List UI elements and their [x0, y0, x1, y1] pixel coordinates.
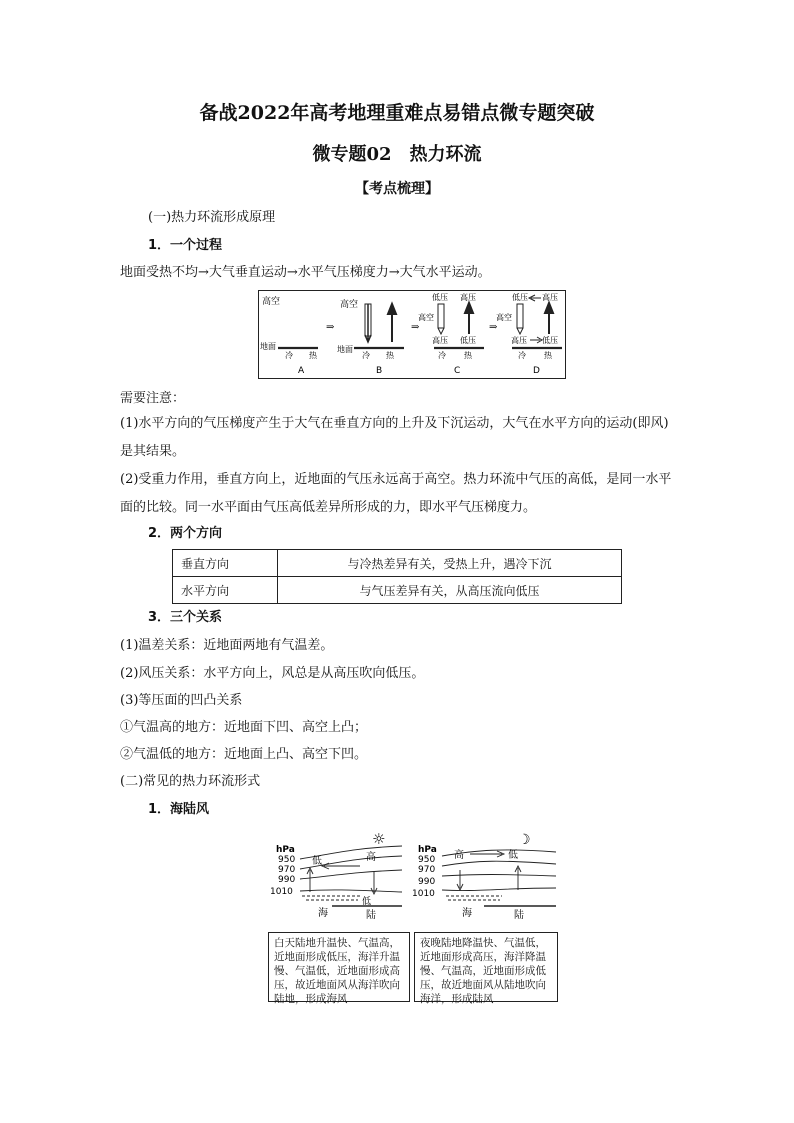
day-unit: hPa [276, 845, 295, 855]
arrow-cd: ⇒ [489, 322, 498, 333]
table-value: 与气压差异有关，从高压流向低压 [278, 577, 622, 604]
panel-d-gaoya-top: 高压 [542, 293, 558, 302]
panel-c-gaoya-top: 高压 [460, 293, 476, 302]
table-key: 水平方向 [173, 577, 278, 604]
item3-heading: 3．三个关系 [148, 610, 223, 625]
panel-a-re: 热 [309, 351, 317, 360]
day-high: 高 [366, 852, 376, 863]
panel-b-dimian: 地面 [337, 345, 353, 354]
note-1: (1)水平方向的气压梯度产生于大气在垂直方向的上升及下沉运动，大气在水平方向的运动(即风)是其结果。 [120, 416, 669, 459]
day-level-970: 970 [278, 865, 296, 875]
panel-d-diya-bottom: 低压 [542, 336, 558, 345]
panel-c-gaoya-bottom: 高压 [432, 336, 448, 345]
part2-heading: (二)常见的热力环流形式 [120, 774, 261, 789]
thermal-process-diagram [258, 290, 566, 379]
relation-3: (3)等压面的凹凸关系 [120, 693, 243, 708]
night-level-1010: 1010 [412, 889, 435, 899]
part1-heading: (一)热力环流形成原理 [148, 210, 276, 225]
panel-c-dimian: 高空 [418, 313, 434, 322]
table-row [173, 577, 622, 604]
panel-a-leng: 冷 [285, 351, 293, 360]
night-land: 陆 [514, 910, 524, 921]
section-heading: 【考点梳理】 [355, 181, 439, 197]
panel-c-letter: C [454, 366, 461, 376]
page-title: 备战2022年高考地理重难点易错点微专题突破 [199, 102, 595, 124]
night-sea: 海 [462, 908, 472, 919]
panel-a-letter: A [298, 366, 305, 376]
day-level-1010: 1010 [270, 887, 293, 897]
day-low: 低 [312, 856, 322, 867]
night-low: 低 [508, 850, 518, 861]
notes-heading: 需要注意： [120, 391, 186, 406]
item2-heading: 2．两个方向 [148, 526, 223, 541]
night-level-950: 950 [418, 855, 436, 865]
moon-icon: ☽ [518, 832, 531, 848]
day-level-990: 990 [278, 875, 296, 885]
panel-d-re: 热 [544, 351, 552, 360]
table-key: 垂直方向 [173, 550, 278, 577]
arrow-bc: ⇒ [411, 322, 420, 333]
arrow-ab: ⇒ [326, 322, 335, 333]
relation-3a: ①气温高的地方：近地面下凹、高空上凸； [120, 720, 368, 735]
panel-b-re: 热 [386, 351, 394, 360]
panel-d-gaokong: 高空 [496, 313, 512, 322]
panel-d-leng: 冷 [518, 351, 526, 360]
panel-a-dimian: 地面 [260, 342, 276, 351]
panel-d-gaoya-bottom: 高压 [511, 336, 527, 345]
panel-c-diya-top: 低压 [432, 293, 448, 302]
night-level-990: 990 [418, 877, 436, 887]
caption-day: 白天陆地升温快、气温高，近地面形成低压，海洋升温慢、气温低，近地面形成高压，故近地面风从海洋吹向陆地，形成海风 [268, 932, 410, 1002]
day-land: 陆 [366, 910, 376, 921]
panel-b-leng: 冷 [362, 351, 370, 360]
panel-c-diya-bottom: 低压 [460, 336, 476, 345]
panel-a-gaokong: 高空 [262, 297, 281, 307]
table-row [173, 550, 622, 577]
caption-night: 夜晚陆地降温快、气温低，近地面形成高压，海洋降温慢、气温高，近地面形成低压，故近地面风从陆地吹向海洋，形成陆风 [414, 932, 558, 1002]
sea-land-breeze-figure [262, 826, 564, 934]
relation-3b: ②气温低的地方：近地面上凸、高空下凹。 [120, 747, 368, 762]
night-unit: hPa [418, 845, 437, 855]
day-sea-low: 低 [362, 897, 372, 907]
sea-land-heading: 1．海陆风 [148, 802, 210, 817]
panel-d-letter: D [533, 366, 540, 376]
panel-b-letter: B [376, 366, 383, 376]
night-high: 高 [454, 850, 464, 861]
relation-2: (2)风压关系：水平方向上，风总是从高压吹向低压。 [120, 666, 425, 681]
table-value: 与冷热差异有关，受热上升，遇冷下沉 [278, 550, 622, 577]
page-subtitle: 微专题02 热力环流 [312, 144, 482, 165]
item1-text: 地面受热不均→大气垂直运动→水平气压梯度力→大气水平运动。 [120, 265, 491, 280]
panel-b-gaokong: 高空 [340, 300, 359, 310]
day-level-950: 950 [278, 855, 296, 865]
panel-c-re: 热 [464, 351, 472, 360]
night-level-970: 970 [418, 865, 436, 875]
relation-1: (1)温差关系：近地面两地有气温差。 [120, 638, 334, 653]
item1-heading: 1．一个过程 [148, 238, 223, 253]
day-sea: 海 [318, 908, 328, 919]
sun-icon: ☼ [372, 830, 386, 848]
note-2: (2)受重力作用，垂直方向上，近地面的气压永远高于高空。热力环流中气压的高低，是同一水平面的比较。同一水平面由气压高低差异所形成的力，即水平气压梯度力。 [120, 472, 672, 515]
panel-c-leng: 冷 [438, 351, 446, 360]
panel-d-diya-top: 低压 [512, 293, 528, 302]
direction-table [172, 549, 622, 604]
